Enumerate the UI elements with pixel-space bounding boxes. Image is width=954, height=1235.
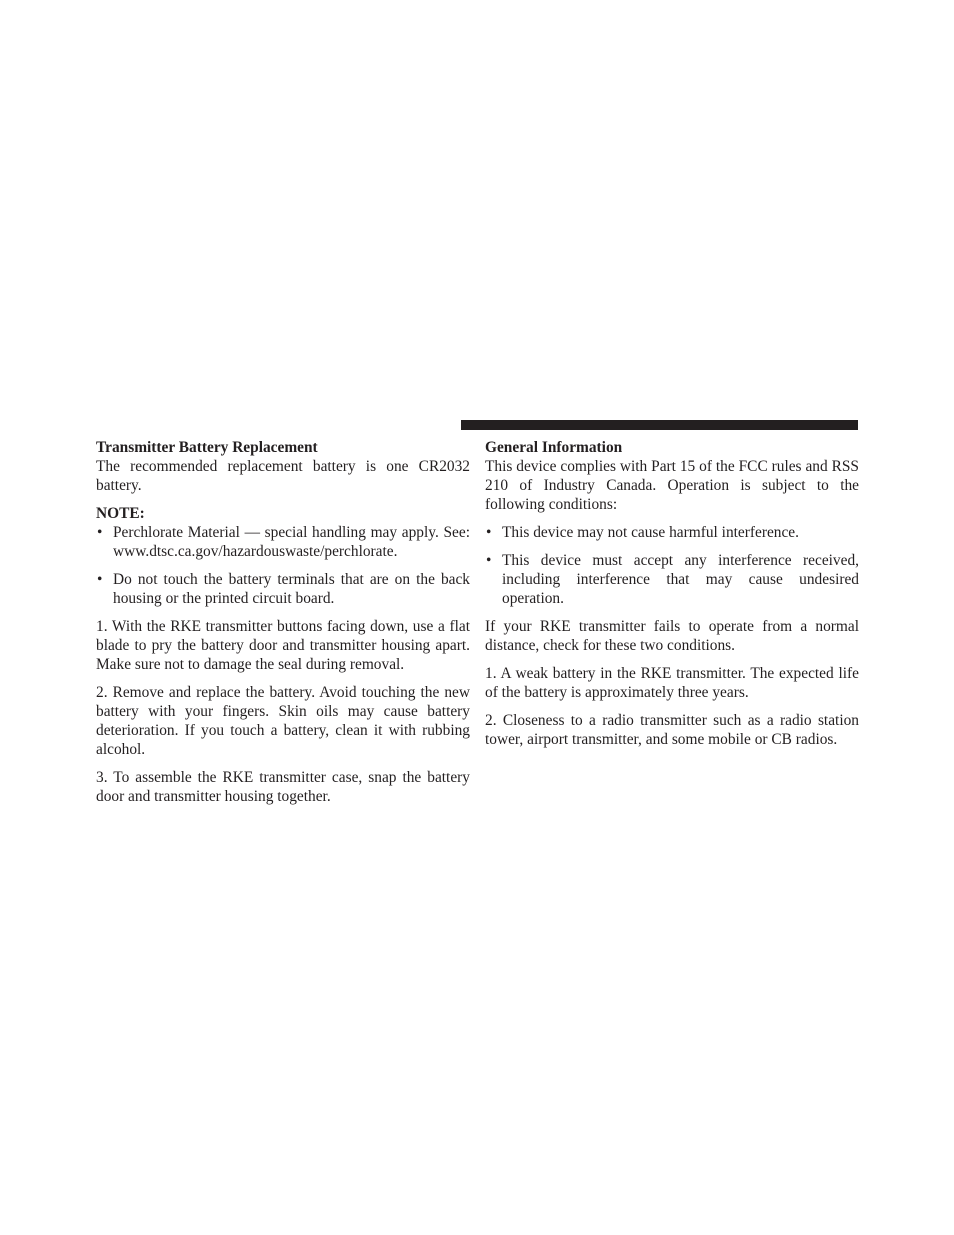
left-column [96,438,470,815]
list-item: • Perchlorate Material — special handling may apply. See: www.dtsc.ca.gov/hazardouswaste/perchlorate. [97,524,470,560]
step-3: 3. To assemble the RKE transmitter case, snap the battery door and transmitter housing together. [96,769,470,805]
general-intro: This device complies with Part 15 of the FCC rules and RSS 210 of Industry Canada. Operation is subject to the following conditions: [485,458,859,513]
battery-intro: The recommended replacement battery is one CR2032 battery. [96,458,470,494]
list-item: • Do not touch the battery terminals that are on the back housing or the printed circuit board. [97,571,470,607]
condition-2: 2. Closeness to a radio transmitter such as a radio station tower, airport transmitter, and some mobile or CB radios. [485,712,859,748]
section-header-bar [461,420,858,430]
step-2: 2. Remove and replace the battery. Avoid touching the new battery with your fingers. Skin oils may cause battery deterioration. If you touch a battery, clean it with rubbing alcohol. [96,684,470,758]
section-heading-general: General Information [485,439,623,456]
right-column [485,438,859,758]
conditions-bullet-list [485,523,859,608]
note-bullet-list [96,523,470,608]
note-label: NOTE: [96,505,145,522]
step-1: 1. With the RKE transmitter buttons facing down, use a flat blade to pry the battery door and transmitter housing apart. Make sure not to damage the seal during removal. [96,618,470,673]
bullet-icon: • [97,571,103,588]
condition-1: 1. A weak battery in the RKE transmitter. The expected life of the battery is approximately three years. [485,665,859,701]
bullet-icon: • [97,524,103,541]
bullet-icon: • [486,552,492,569]
list-item: • This device may not cause harmful interference. [486,524,799,541]
bullet-icon: • [486,524,492,541]
section-heading-battery: Transmitter Battery Replacement [96,439,318,456]
check-conditions: If your RKE transmitter fails to operate from a normal distance, check for these two conditions. [485,618,859,654]
list-item: • This device must accept any interference received, including interference that may cause undesired operation. [486,552,859,607]
